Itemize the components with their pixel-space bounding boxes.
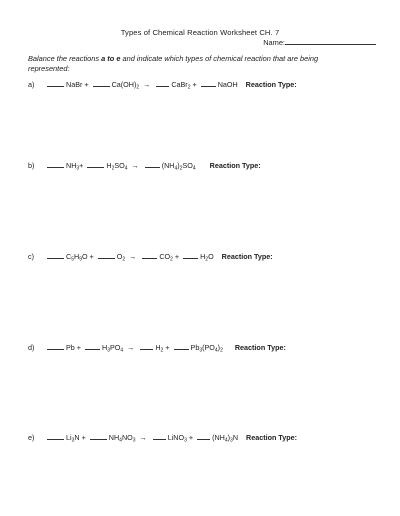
reactant: Ca(OH) [111,80,137,89]
reactant: PO [109,343,121,352]
arrow-icon: → [129,252,137,261]
arrow-icon: → [139,433,147,442]
problem-letter: c) [28,252,34,261]
coefficient-blank[interactable] [140,343,153,350]
subscript: 4 [192,165,196,172]
subscript: 2 [179,165,183,172]
name-label: Name: [263,38,285,47]
plus-sign: + [192,80,197,89]
reactant: NaBr + [66,80,89,89]
arrow-icon: → [143,80,151,89]
instructions [28,54,348,73]
product: (NH [161,161,175,170]
reaction-type-label: Reaction Type: [245,80,297,89]
subscript: 4 [214,347,218,354]
reactant: H [106,161,112,170]
problem-e [28,433,297,442]
reactant: Pb + [66,343,81,352]
subscript: 2 [170,256,173,263]
coefficient-blank[interactable] [153,433,166,440]
subscript: 3 [184,437,187,444]
reactant: N + [74,433,86,442]
product: (NH [212,433,225,442]
subscript: 2 [205,256,209,263]
coefficient-blank[interactable] [87,161,104,168]
coefficient-blank[interactable] [93,80,110,87]
product: H [200,252,206,261]
problem-letter: d) [28,343,35,352]
subscript: 2 [111,165,115,172]
reactant: C [66,252,72,261]
subscript: 9 [79,256,82,263]
reactant: NH [66,161,77,170]
name-field[interactable] [263,37,376,47]
plus-sign: + [79,161,84,170]
reactant: H [73,252,80,261]
arrow-icon: → [131,161,139,170]
product: H [155,343,161,352]
problem-letter: b) [28,161,35,170]
coefficient-blank[interactable] [47,433,64,440]
plus-sign: + [165,343,170,352]
subscript: 5 [71,256,74,263]
subscript: 3 [71,437,75,444]
coefficient-blank[interactable] [145,161,160,168]
coefficient-blank[interactable] [201,80,216,87]
reaction-type-label: Reaction Type: [221,252,273,261]
coefficient-blank[interactable] [156,80,169,87]
reactant: NO [121,433,133,442]
coefficient-blank[interactable] [47,80,64,87]
product: NaOH [217,80,238,89]
coefficient-blank[interactable] [85,343,100,350]
reaction-type-label: Reaction Type: [209,161,261,170]
reactant: O [116,252,123,261]
problem-c [28,252,273,261]
reactant: O + [81,252,94,261]
coefficient-blank[interactable] [47,343,64,350]
plus-sign: + [188,433,194,442]
coefficient-blank[interactable] [47,161,64,168]
coefficient-blank[interactable] [142,252,157,259]
coefficient-blank[interactable] [98,252,115,259]
worksheet-title: Types of Chemical Reaction Worksheet CH. 7 [120,28,280,37]
product: ) [227,433,231,442]
coefficient-blank[interactable] [47,252,64,259]
subscript: 4 [224,437,228,444]
product: N [232,433,239,442]
reaction-type-label: Reaction Type: [234,343,286,352]
problem-letter: e) [28,433,35,442]
subscript: 2 [160,347,164,354]
product: Pb [190,343,200,352]
subscript: 3 [199,347,203,354]
problem-a [28,80,297,89]
plus-sign: + [174,252,180,261]
product: ) [177,161,180,170]
product: ) [217,343,221,352]
subscript: 2 [136,84,140,91]
product: SO [182,161,193,170]
coefficient-blank[interactable] [174,343,189,350]
instructions-bold-range: a to e [101,54,121,63]
reactant: NH [108,433,120,442]
subscript: 4 [174,165,178,172]
subscript: 2 [122,256,126,263]
subscript: 4 [119,437,122,444]
problem-d [28,343,286,352]
instructions-text-1: Balance the reactions [28,54,102,63]
problem-b [28,161,261,170]
reactant: Li [66,433,72,442]
subscript: 3 [230,437,233,444]
arrow-icon: → [127,343,135,352]
problem-letter: a) [28,80,35,89]
product: CO [159,252,171,261]
subscript: 4 [120,347,124,354]
subscript: 2 [220,347,223,354]
subscript: 2 [187,84,191,91]
subscript: 3 [132,437,136,444]
subscript: 3 [107,347,110,354]
product: (PO [202,343,215,352]
product: O [208,252,214,261]
coefficient-blank[interactable] [90,433,107,440]
reaction-type-label: Reaction Type: [246,433,298,442]
coefficient-blank[interactable] [197,433,210,440]
name-blank[interactable] [285,37,376,45]
product: CaBr [171,80,188,89]
reactant: H [102,343,108,352]
coefficient-blank[interactable] [183,252,198,259]
reactant: SO [114,161,125,170]
subscript: 3 [76,165,80,172]
instructions-text-2: and indicate which types of chemical reaction that are being represented: [28,54,319,73]
product: LiNO [167,433,185,442]
subscript: 4 [124,165,128,172]
